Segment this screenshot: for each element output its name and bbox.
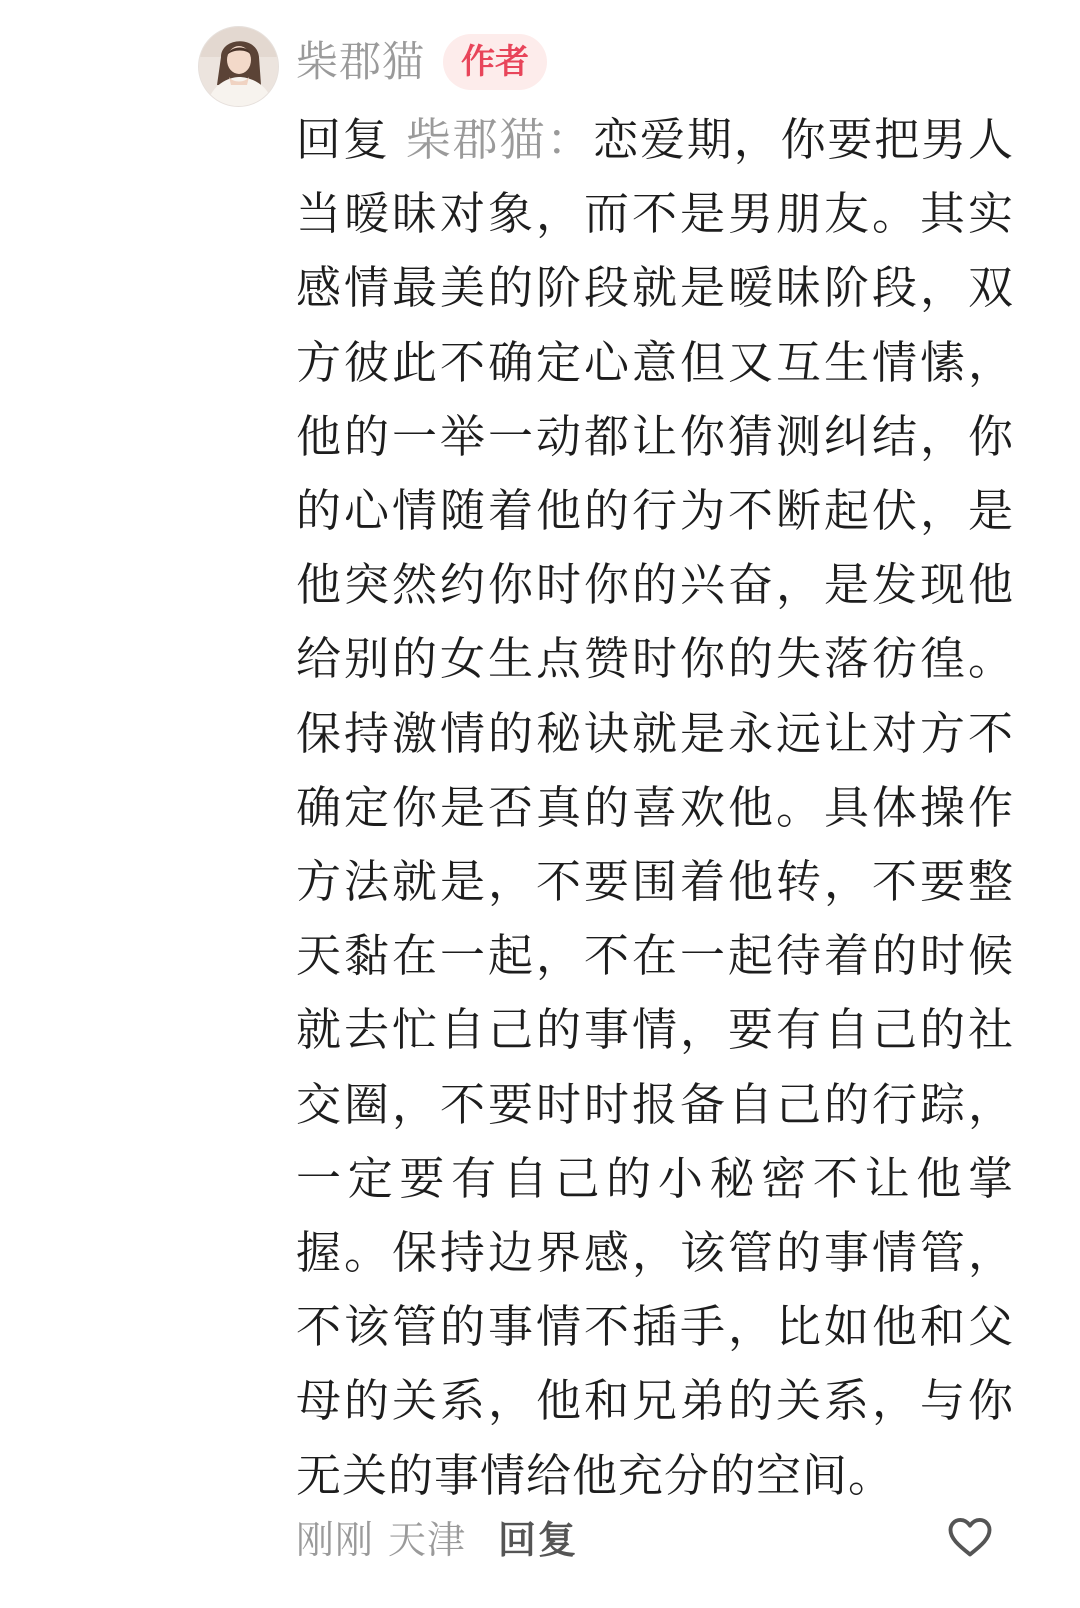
comment-header: [296, 30, 547, 94]
reply-prefix: 回复: [296, 113, 390, 166]
username[interactable]: 柴郡猫: [296, 37, 426, 86]
comment-location: 天津: [388, 1517, 467, 1562]
avatar-image: [199, 27, 279, 107]
comment-body: [296, 103, 1014, 1513]
avatar[interactable]: [198, 26, 279, 107]
comment-text: 恋爱期，你要把男人当暧昧对象，而不是男朋友。其实感情最美的阶段就是暧昧阶段，双方彼此不确定心意但又互生情愫，他的一举一动都让你猜测纠结，你的心情随着他的行为不断起伏，是他突然约你时你的兴奋，是发现他给别的女生点赞时你的失落彷徨。保持激情的秘诀就是永远让对方不确定你是否真的喜欢他。具体操作方法就是，不要围着他转，不要整天黏在一起，不在一起待着的时候就去忙自己的事情，要有自己的社交圈，不要时时报备自己的行踪，一定要有自己的小秘密不让他掌握。保持边界感，该管的事情管，不该管的事情不插手，比如他和父母的关系，他和兄弟的关系，与你无关的事情给他充分的空间。: [296, 113, 1014, 1502]
author-badge: 作者: [443, 34, 547, 90]
reply-button[interactable]: 回复: [498, 1517, 579, 1562]
reply-target-username[interactable]: 柴郡猫：: [405, 113, 594, 166]
comment-time: 刚刚: [296, 1517, 375, 1562]
comment-footer: [296, 1506, 1014, 1566]
heart-outline-icon[interactable]: [944, 1510, 996, 1562]
